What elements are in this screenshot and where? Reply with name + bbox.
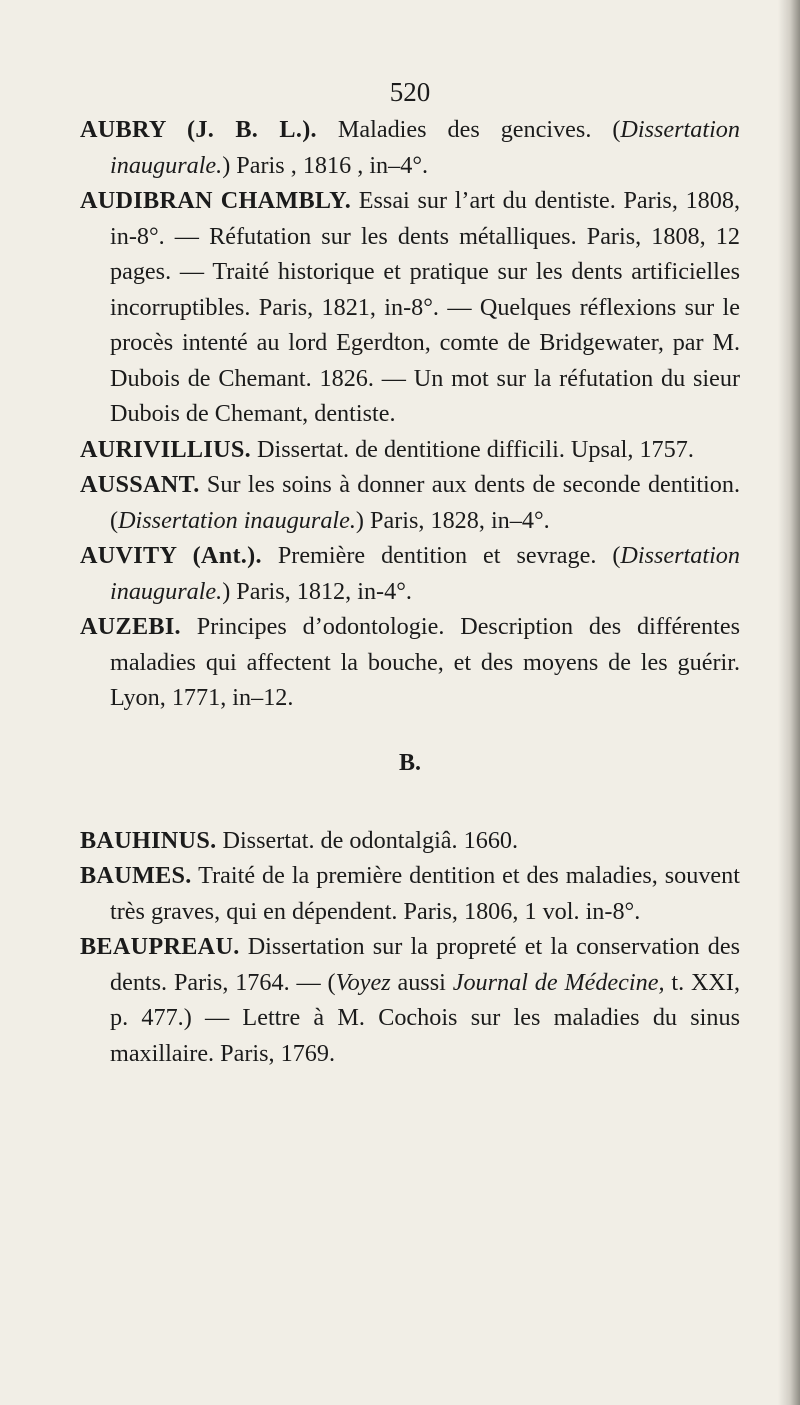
bibliography-entry [80,929,740,1071]
book-page [80,72,740,1071]
entry-text: Première dentition et sevrage. ( [261,542,621,569]
entry-author: BAUHINUS. [80,826,217,854]
bibliography-entry [80,183,740,432]
entry-italic: Dissertation inaugurale. [110,116,740,179]
entry-author: AURIVILLIUS. [80,435,251,463]
entry-text: Sur les soins à donner aux dents de seconde dentition. ( [110,471,740,534]
page-number: 520 [389,77,431,107]
entry-text: Essai sur l’art du dentiste. Paris, 1808, in-8°. — Réfutation sur les dents métalliques. Paris, 1808, 12 pages. — Traité historique et pratique sur les dents artificielles incorruptibles. Paris, 1821, in-8°. — Quelques réflexions sur le procès intenté au lord Egerdton, comte de Bridgewater, par M. Dubois de Chemant. 1826. — Un mot sur la réfutation du sieur Dubois de Chemant, dentiste. [110,187,740,427]
bibliography-entry [80,432,740,468]
bibliography-entry [80,609,740,716]
entry-author: AUZEBI. [80,613,181,640]
entry-text: aussi [390,968,453,996]
bibliography-entry [80,467,740,538]
entry-italic: Dissertation inaugurale. [118,506,356,534]
entry-text: ) Paris , 1816 , in–4°. [222,151,429,179]
bibliography-entry [80,858,740,929]
entry-text: ) Paris, 1812, in-4°. [222,577,412,605]
entry-text: Dissertat. de odontalgiâ. 1660. [216,826,519,854]
entry-text: t. XXI, p. 477.) — Lettre à M. Cochois sur les maladies du sinus maxillaire. Paris, 1769. [110,968,741,1067]
entry-author: BEAUPREAU. [80,933,240,960]
entry-text: Dissertat. de dentitione difficili. Upsal, 1757. [250,435,694,463]
entry-author: BAUMES. [80,862,192,889]
entry-text: Dissertation sur la propreté et la conservation des dents. Paris, 1764. — ( [110,933,740,996]
entry-text: Principes d’odontologie. Description des différentes maladies qui affectent la bouche, et des moyens de les guérir. Lyon, 1771, in–12. [110,613,740,711]
bibliography-entry [80,112,740,183]
entry-author: AUBRY (J. B. L.). [80,116,317,143]
section-letter-heading: B. [398,749,421,776]
entry-italic: Voyez [335,968,391,996]
entry-italic: Journal de Médecine, [452,968,665,996]
entry-italic: Dissertation inaugurale. [110,542,740,605]
entry-author: AUSSANT. [80,471,200,498]
entry-text: ) Paris, 1828, in–4°. [355,506,550,534]
entry-text: Maladies des gencives. ( [316,116,621,143]
bibliography-entry [80,538,740,609]
bibliography-entry [80,823,740,859]
page-gutter-shadow [778,0,800,1405]
entry-text: Traité de la première dentition et des maladies, souvent très graves, qui en dépendent. Paris, 1806, 1 vol. in-8°. [110,862,740,925]
entry-author: AUVITY (Ant.). [80,542,262,569]
entry-author: AUDIBRAN CHAMBLY. [80,187,352,214]
